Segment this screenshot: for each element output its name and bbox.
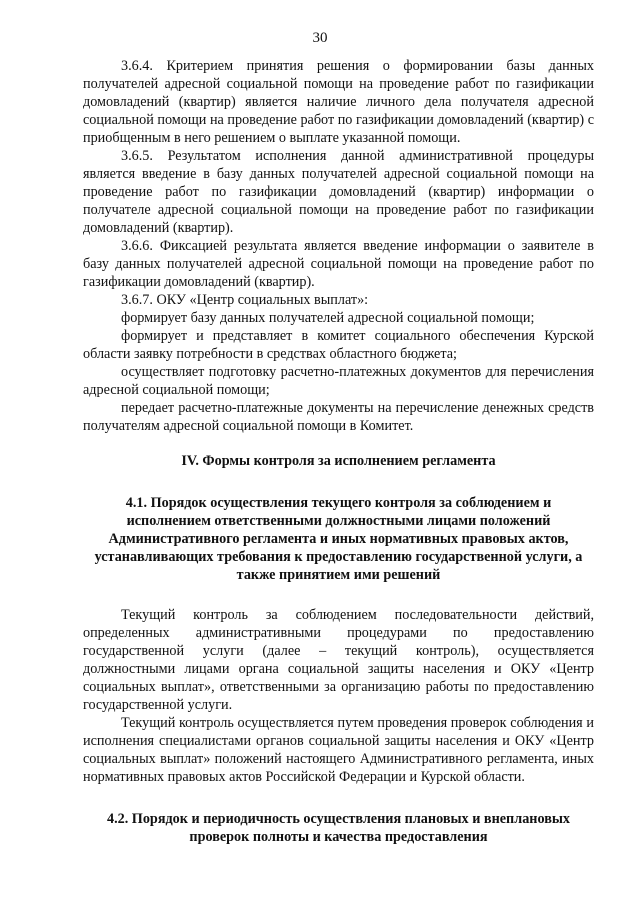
list-item: формирует и представляет в комитет социального обеспечения Курской области заявку потребности в средствах областного бюджета; [83, 328, 594, 362]
section-heading: IV. Формы контроля за исполнением регламента [181, 453, 496, 469]
subheading-4-2: 4.2. Порядок и периодичность осуществления плановых и внеплановых проверок полноты и качества предоставления [106, 811, 571, 845]
page-number: 30 [312, 30, 328, 46]
paragraph-3-6-7: 3.6.7. ОКУ «Центр социальных выплат»: [121, 292, 369, 308]
mid-paragraphs [83, 606, 594, 786]
paragraph-3-6-6: 3.6.6. Фиксацией результата является введение информации о заявителе в базу данных получателей адресной социальной помощи на проведение работ по газификации домовладений (квартир). [83, 238, 594, 290]
paragraph: Текущий контроль за соблюдением последовательности действий, определенных административными процедурами по предоставлению государственной услуги (далее – текущий контроль), осуществляется должностными лицами органа социальной защиты населения и ОКУ «Центр социальных выплат», ответственными за организацию работы по предоставлению государственной услуги. [83, 607, 594, 713]
paragraph-3-6-5: 3.6.5. Результатом исполнения данной административной процедуры является введение в базу данных получателей адресной социальной помощи на проведение работ по газификации домовладений (квартир) информации о получателе адресной социальной помощи на проведение работ по газификации домовладений (квартир). [83, 148, 594, 236]
list-item: передает расчетно-платежные документы на перечисление денежных средств получателям адресной социальной помощи в Комитет. [83, 400, 594, 434]
paragraph: Текущий контроль осуществляется путем проведения проверок соблюдения и исполнения специалистами органов социальной защиты населения и ОКУ «Центр социальных выплат» положений настоящего Административного регламента, иных нормативных правовых актов Российской Федерации и Курской области. [83, 715, 594, 785]
paragraph-3-6-4: 3.6.4. Критерием принятия решения о формировании базы данных получателей адресной социальной помощи на проведение работ по газификации домовладений (квартир) является наличие личного дела получателя адресной социальной помощи на проведение работ по газификации домовладений (квартир) с приобщенным в него решением о выплате указанной помощи. [83, 58, 594, 146]
subheading-4-1: 4.1. Порядок осуществления текущего контроля за соблюдением и исполнением ответственными должностными лицами положений Административного регламента и иных нормативных правовых актов, устанавливающих требования к предоставлению государственной услуги, а также принятием ими решений [94, 495, 583, 583]
top-paragraphs [83, 57, 594, 435]
list-item: осуществляет подготовку расчетно-платежных документов для перечисления адресной социальной помощи; [83, 364, 594, 398]
list-item: формирует базу данных получателей адресной социальной помощи; [121, 310, 535, 326]
